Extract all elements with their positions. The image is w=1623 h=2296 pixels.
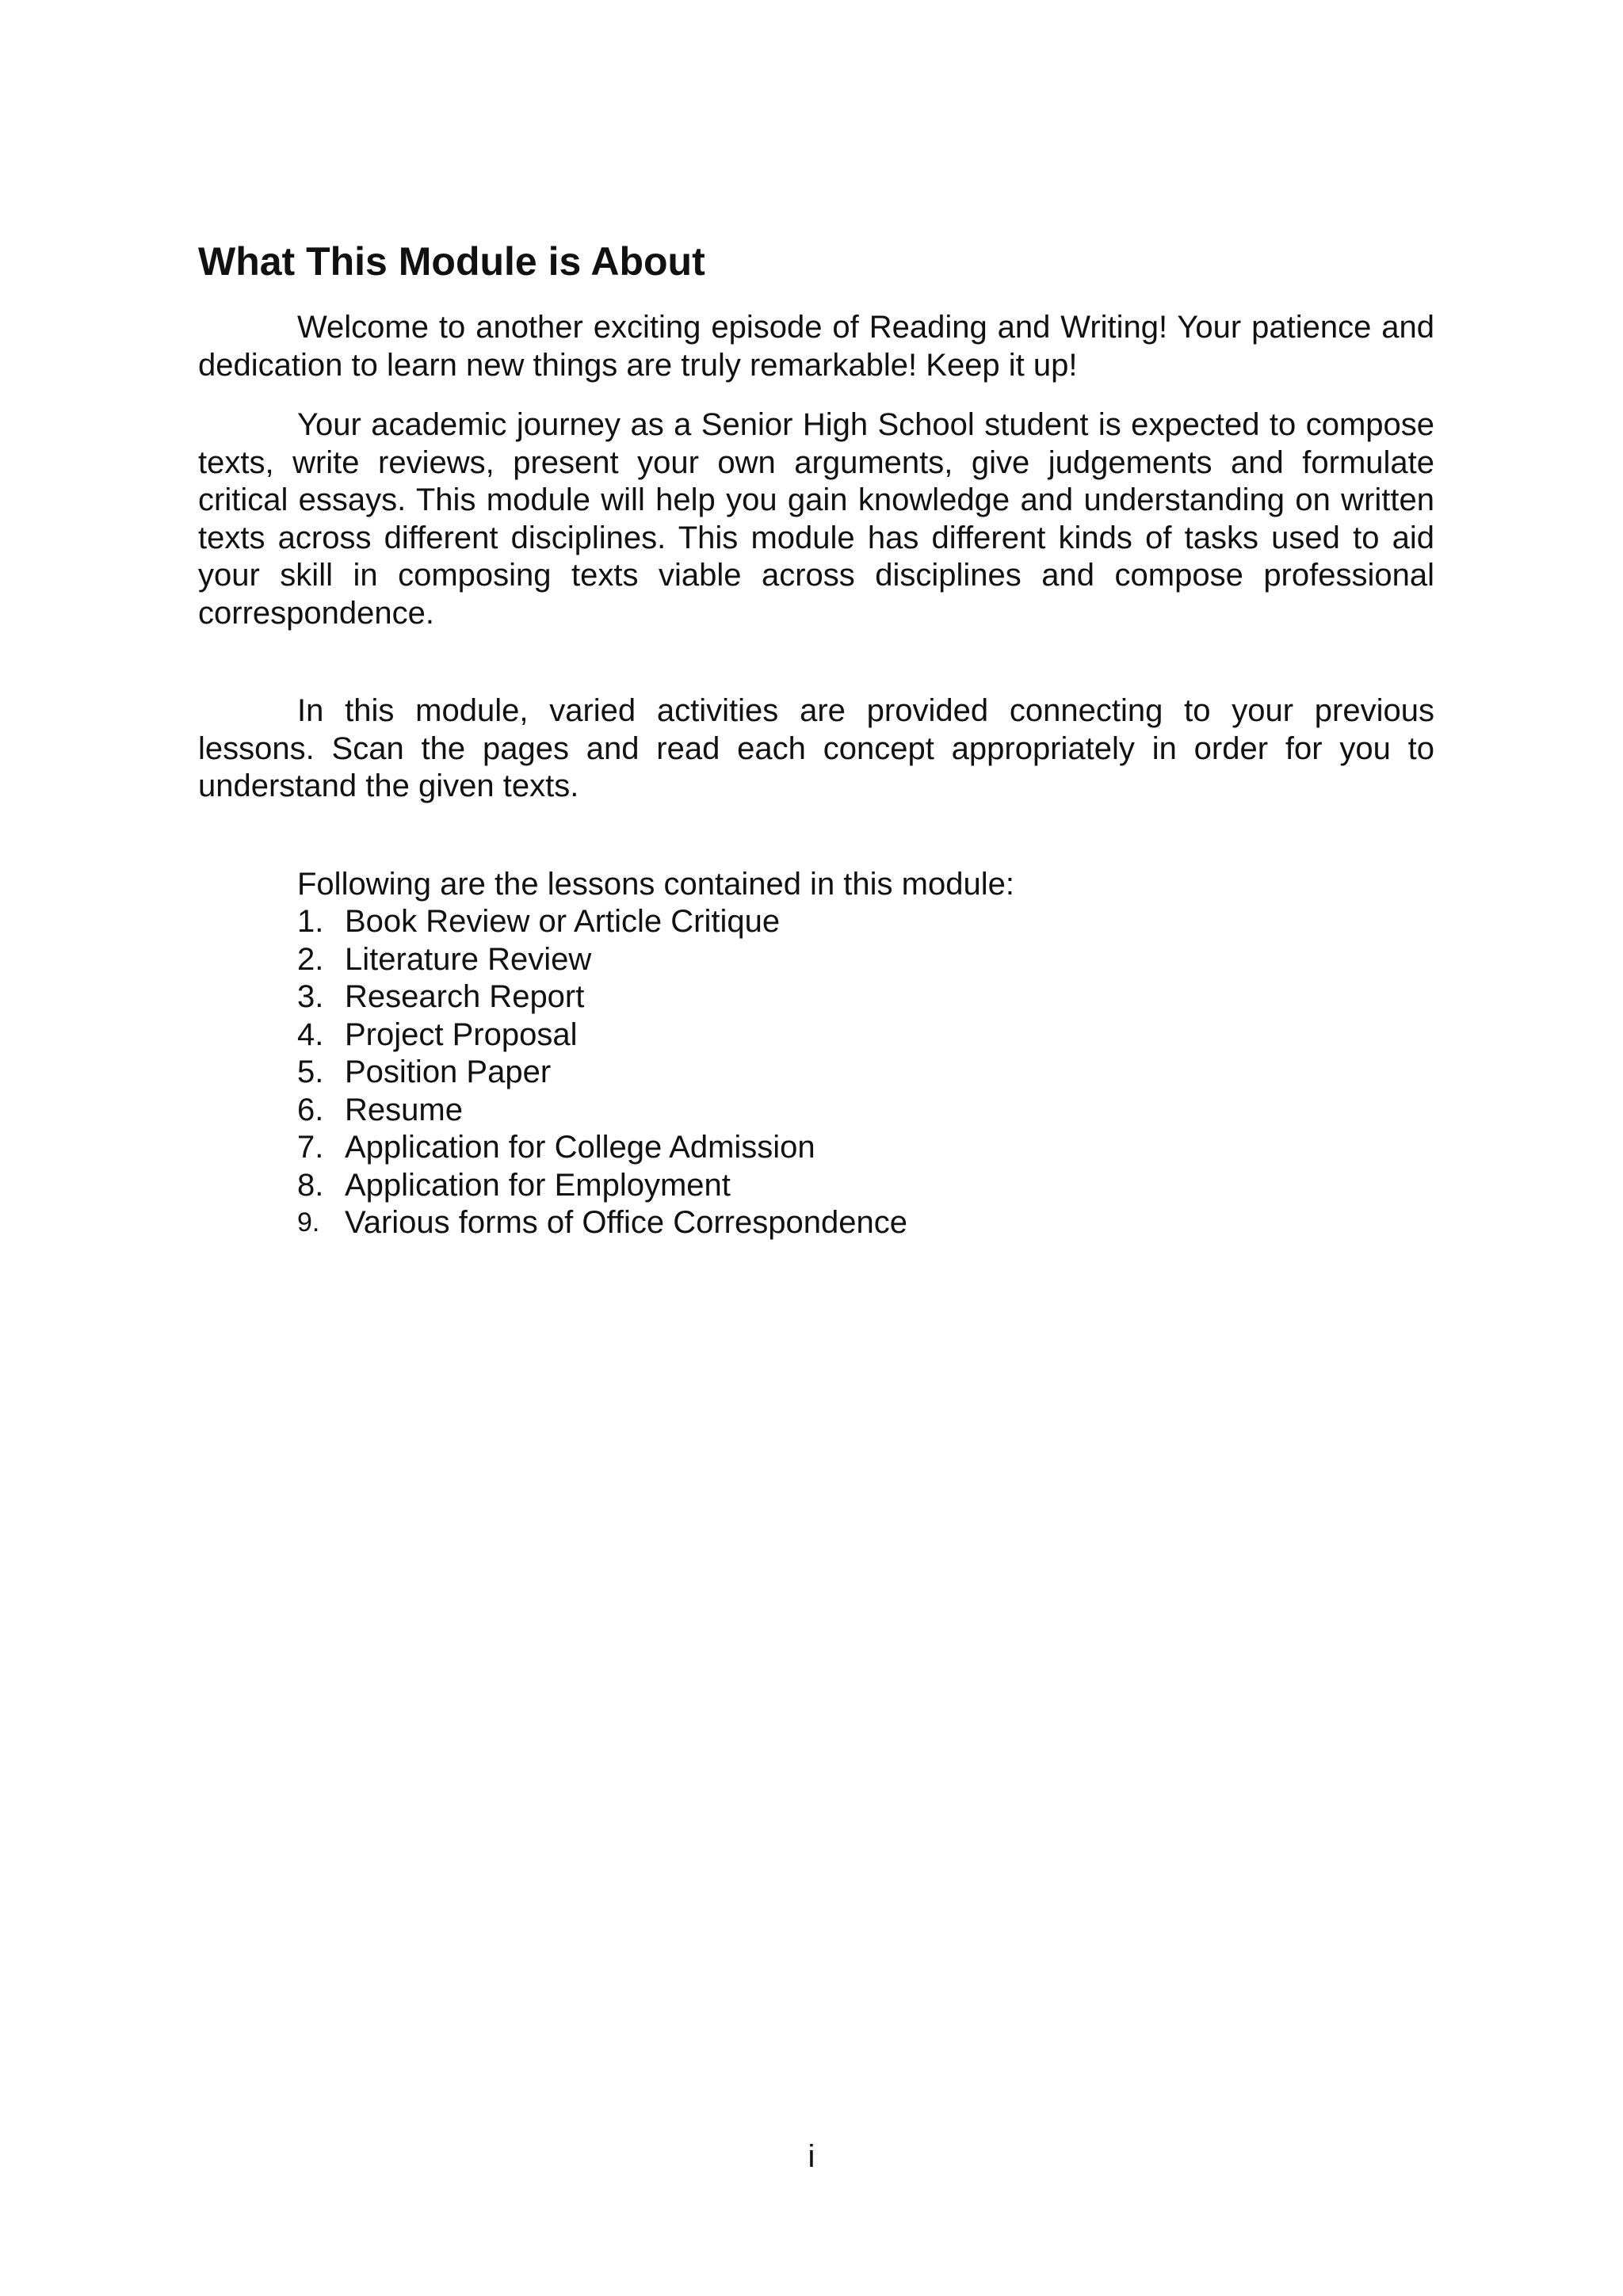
- lesson-title: Book Review or Article Critique: [345, 904, 781, 939]
- lesson-item: [297, 1167, 1434, 1205]
- lesson-item: [297, 978, 1434, 1016]
- document-page: [198, 238, 1434, 1242]
- lesson-item: [297, 1054, 1434, 1092]
- lesson-title: Application for College Admission: [345, 1130, 815, 1165]
- lesson-title: Literature Review: [345, 941, 592, 977]
- page-title: What This Module is About: [198, 239, 705, 284]
- lesson-number: 7.: [297, 1130, 324, 1165]
- lesson-item: [297, 1129, 1434, 1167]
- page-number: i: [808, 2139, 815, 2174]
- lesson-item: [297, 903, 1434, 941]
- lesson-number: 1.: [297, 904, 324, 939]
- lesson-title: Project Proposal: [345, 1016, 578, 1052]
- lesson-number: 2.: [297, 941, 324, 977]
- paragraph-welcome: Welcome to another exciting episode of Reading and Writing! Your patience and dedication to learn new things are truly remarkable! Keep it up!: [198, 310, 1434, 383]
- lesson-number: 3.: [297, 979, 324, 1014]
- lesson-number: 5.: [297, 1055, 324, 1089]
- lesson-title: Research Report: [345, 979, 585, 1014]
- lesson-number: 6.: [297, 1092, 324, 1127]
- lesson-item: [297, 1204, 1434, 1242]
- lesson-number: 8.: [297, 1167, 324, 1203]
- lessons-intro: Following are the lessons contained in this module:: [297, 866, 1014, 902]
- lesson-item: [297, 1016, 1434, 1055]
- lesson-number: 9.: [297, 1207, 320, 1238]
- lesson-title: Various forms of Office Correspondence: [345, 1205, 907, 1240]
- paragraph-activities: In this module, varied activities are provided connecting to your previous lessons. Scan the pages and read each concept appropriately in order for you to understand the given texts.: [198, 693, 1434, 803]
- lesson-title: Position Paper: [345, 1055, 552, 1089]
- lesson-title: Application for Employment: [345, 1167, 731, 1203]
- lesson-item: [297, 1092, 1434, 1130]
- paragraph-academic-journey: Your academic journey as a Senior High School student is expected to compose texts, write reviews, present your own arguments, give judgements and formulate critical essays. This module will help you gain knowledge and understanding on written texts across different disciplines. This module has different kinds of tasks used to aid your skill in composing texts viable across disciplines and compose professional correspondence.: [198, 407, 1434, 631]
- lesson-item: [297, 941, 1434, 979]
- lesson-number: 4.: [297, 1016, 324, 1052]
- lesson-list: [297, 903, 1434, 1242]
- lesson-title: Resume: [345, 1092, 463, 1127]
